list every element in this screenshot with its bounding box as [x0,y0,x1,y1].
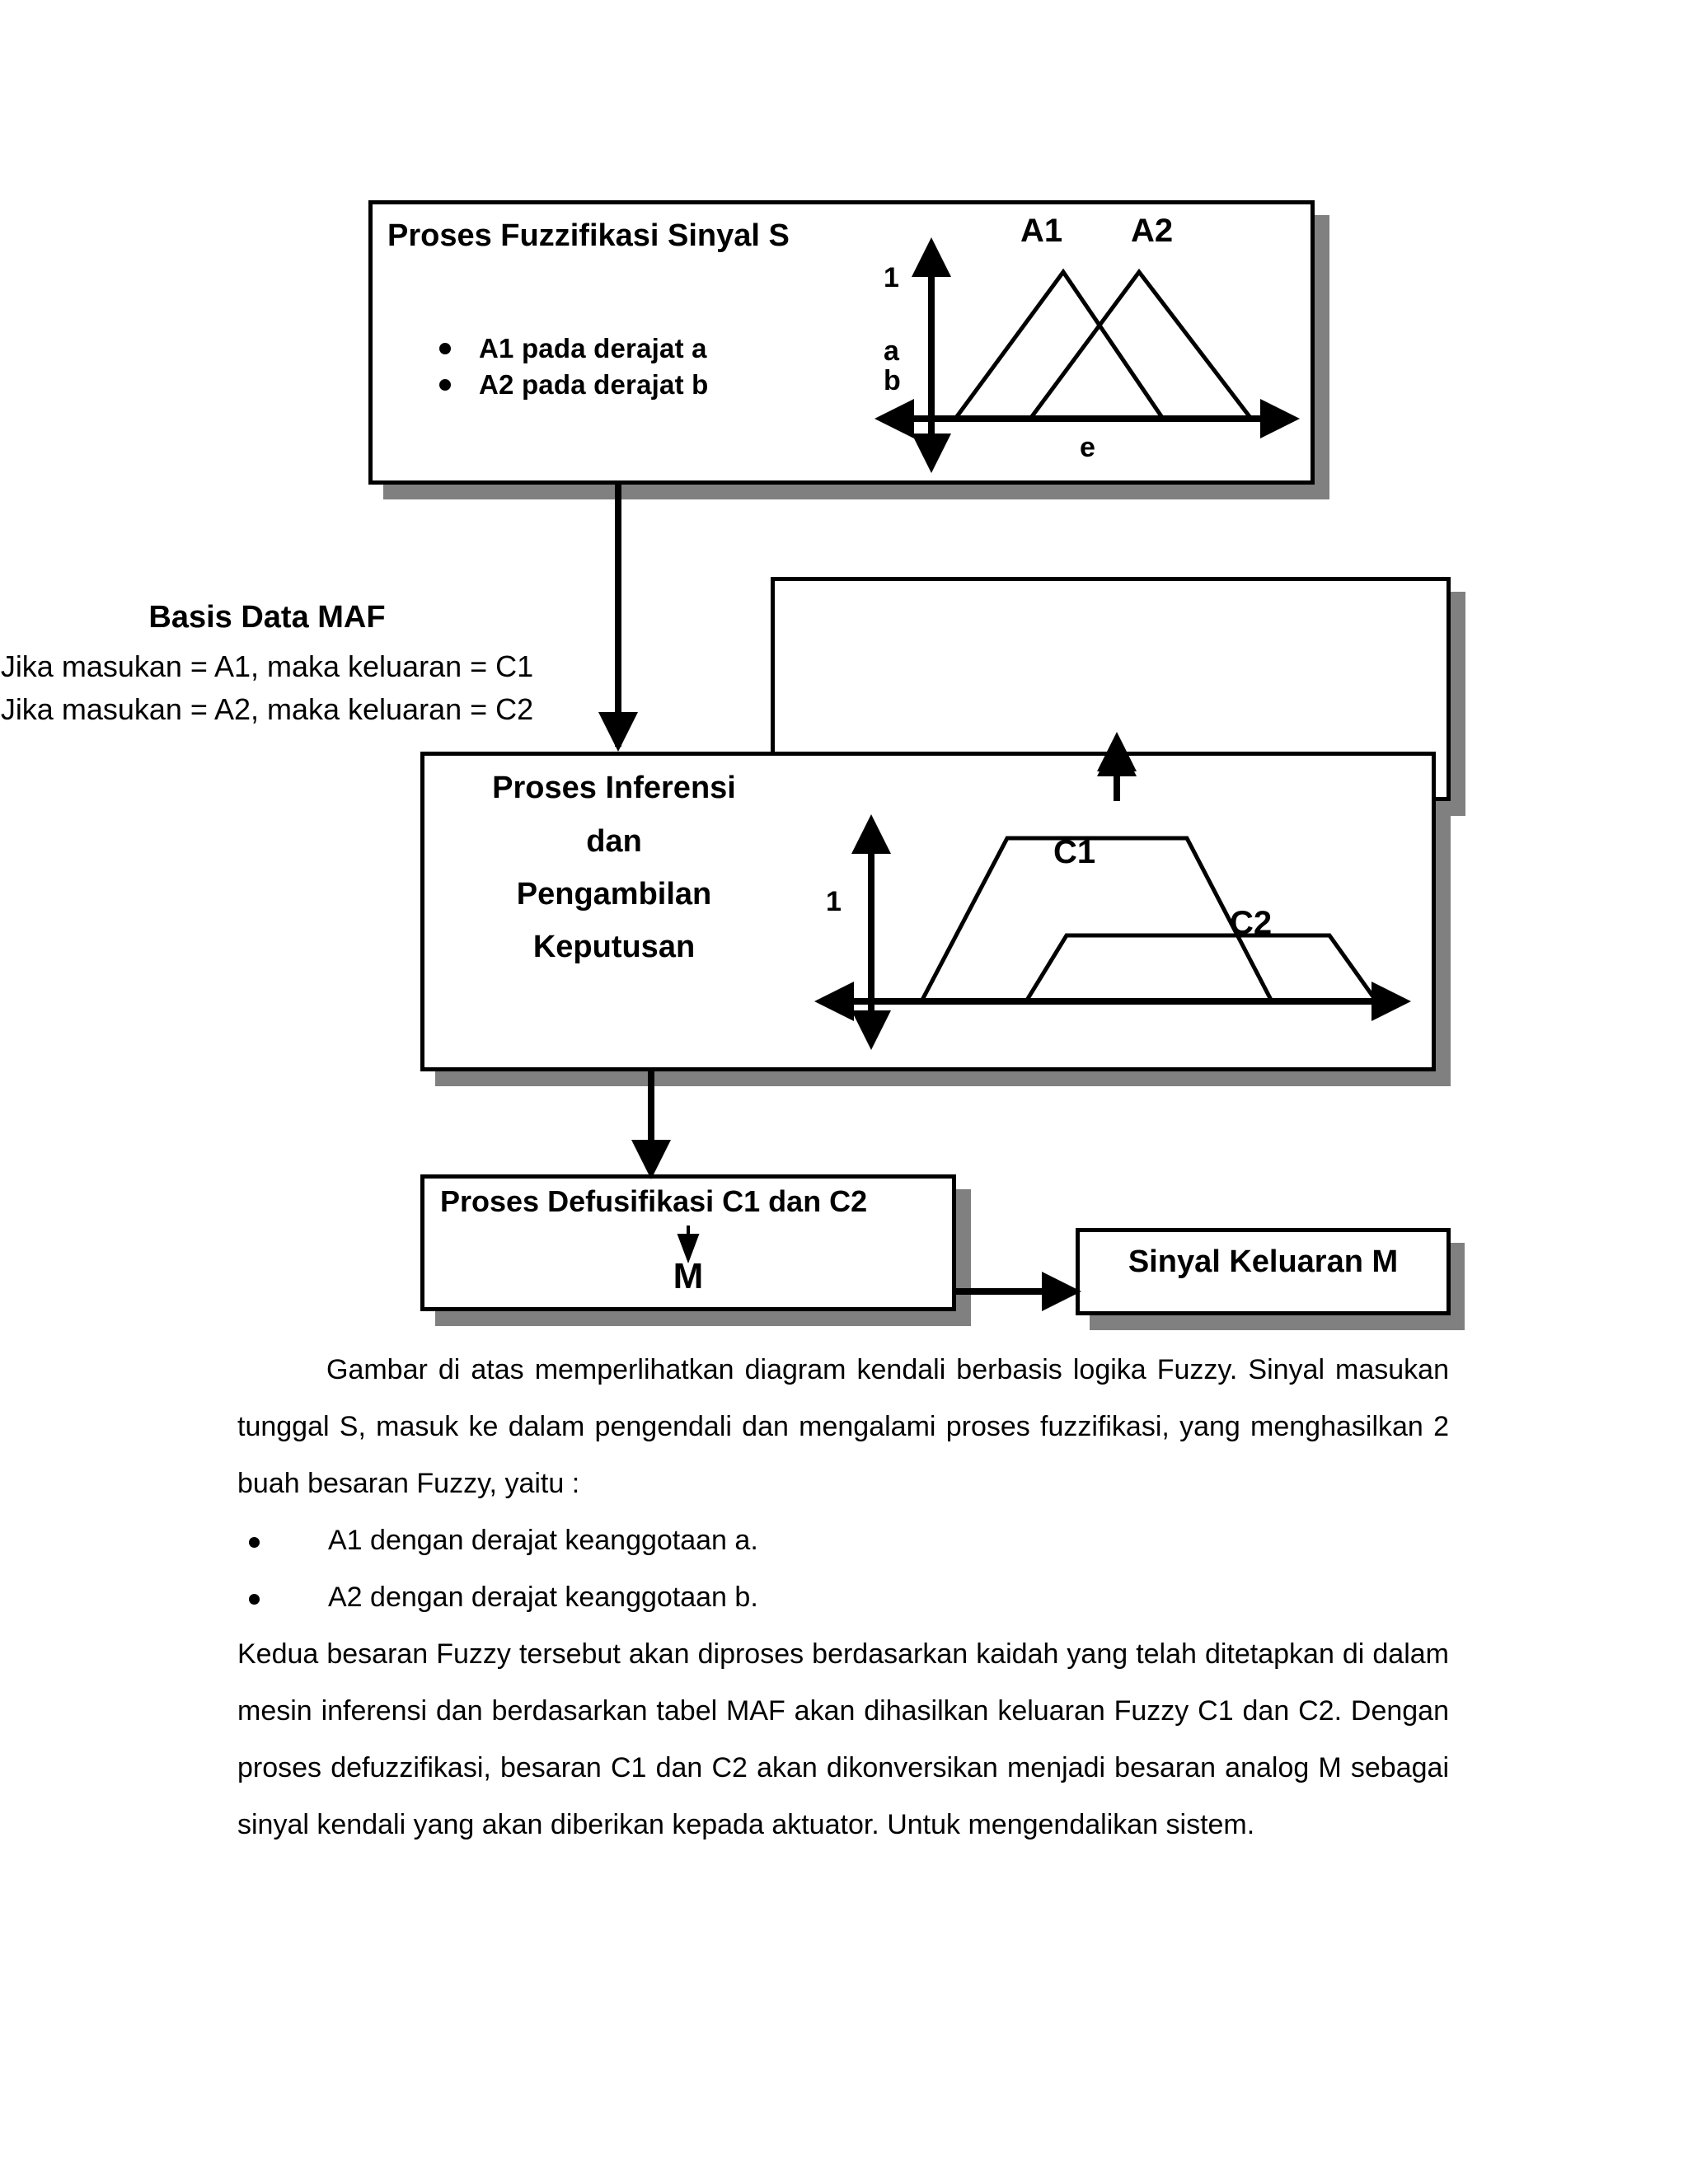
inference-line-3: Pengambilan [516,877,712,912]
list-item: A1 dengan derajat keanggotaan a. [237,1512,1449,1569]
defuzzification-box-title: Proses Defusifikasi C1 dan C2 [440,1184,868,1218]
fuzzification-box-title: Proses Fuzzifikasi Sinyal S [387,218,790,253]
body-text [237,1342,1449,1854]
fuzzification-bullet-1: A1 pada derajat a [479,333,707,363]
bullet-dot-icon [439,343,451,354]
inference-line-1: Proses Inferensi [492,771,736,805]
bullet-dot-icon [439,379,451,391]
body-paragraph-2: Kedua besaran Fuzzy tersebut akan diproses berdasarkan kaidah yang telah ditetapkan di dalam mesin inferensi dan berdasarkan tabel MAF akan dihasilkan keluaran Fuzzy C1 dan C2. Dengan proses defuzzifikasi, besaran C1 dan C2 akan dikonversikan menjadi besaran analog M sebagai sinyal kendali yang akan diberikan kepada aktuator. Untuk mengendalikan sistem. [237,1638,1449,1840]
defuzzification-output-symbol: M [673,1256,704,1296]
body-paragraph-1: Gambar di atas memperlihatkan diagram kendali berbasis logika Fuzzy. Sinyal masukan tunggal S, masuk ke dalam pengendali dan mengalami proses fuzzifikasi, yang menghasilkan 2 buah besaran Fuzzy, yaitu : [237,1354,1449,1499]
list-item: A2 dengan derajat keanggotaan b. [237,1569,1449,1626]
chart2-ytick-1: 1 [826,886,842,917]
chart1-xlabel: e [1080,432,1095,463]
output-box-title: Sinyal Keluaran M [1128,1244,1399,1279]
fuzzification-bullet-list [439,333,709,405]
list-item [439,333,709,364]
chart1-legend-A1: A1 [1020,213,1063,249]
chart2-legend-C2: C2 [1230,905,1273,941]
basis-data-box-title: Basis Data MAF [148,600,386,635]
fuzzification-bullet-2: A2 pada derajat b [479,369,709,400]
chart1-ytick-1: 1 [884,262,899,293]
list-item [439,369,709,401]
chart1-ytick-b: b [884,365,901,396]
chart1-ytick-a: a [884,335,899,367]
chart1-legend-A2: A2 [1131,213,1174,249]
basis-rule-1: Jika masukan = A1, maka keluaran = C1 [0,649,534,683]
chart2-legend-C1: C1 [1053,834,1096,870]
body-bullet-list [237,1512,1449,1626]
inference-line-2: dan [586,824,642,859]
inference-line-4: Keputusan [532,930,696,964]
basis-rule-2: Jika masukan = A2, maka keluaran = C2 [0,692,534,726]
